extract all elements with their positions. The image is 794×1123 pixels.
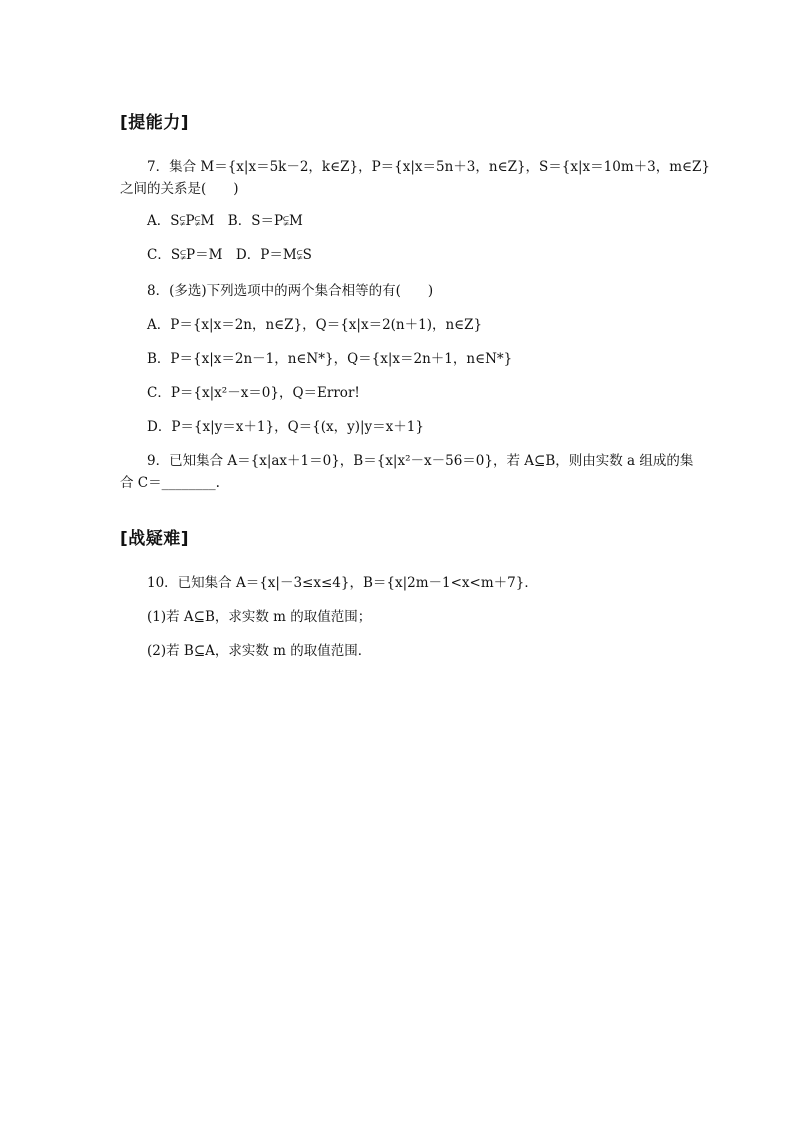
question-9-blank: 合 C＝________. [120,475,220,491]
section-heading-challenge: [战疑难] [120,529,190,549]
question-8-option-b: B．P＝{x|x＝2n－1，n∈N*}，Q＝{x|x＝2n＋1，n∈N*} [147,351,513,367]
question-8-option-a: A．P＝{x|x＝2n，n∈Z}，Q＝{x|x＝2(n＋1)，n∈Z} [147,317,483,333]
question-10-stem: 10．已知集合 A＝{x|－3≤x≤4}，B＝{x|2m－1<x<m＋7}． [147,575,538,591]
question-8-stem: 8．(多选)下列选项中的两个集合相等的有( ) [147,283,434,299]
question-7-options-ab: A．S⫋P⫋M B．S＝P⫋M [147,213,303,229]
question-10-part-1: (1)若 A⊆B，求实数 m 的取值范围； [147,609,372,625]
question-7-stem-continued: 之间的关系是( ) [120,181,239,197]
question-7-stem: 7．集合 M＝{x|x＝5k－2，k∈Z}，P＝{x|x＝5n＋3，n∈Z}，S＝{x|x＝10m＋3，m∈Z} [147,159,710,175]
section-heading-improve: [提能力] [120,113,190,133]
question-7-options-cd: C．S⫋P＝M D．P＝M⫋S [147,247,312,263]
question-10-part-2: (2)若 B⊆A，求实数 m 的取值范围． [147,643,372,659]
question-8-option-c: C．P＝{x|x²－x＝0}，Q＝Error! [147,385,360,401]
question-8-option-d: D．P＝{x|y＝x＋1}，Q＝{(x，y)|y＝x＋1} [147,419,424,435]
question-9-stem: 9．已知集合 A＝{x|ax＋1＝0}，B＝{x|x²－x－56＝0}，若 A⊆B，则由实数 a 组成的集 [147,453,694,469]
